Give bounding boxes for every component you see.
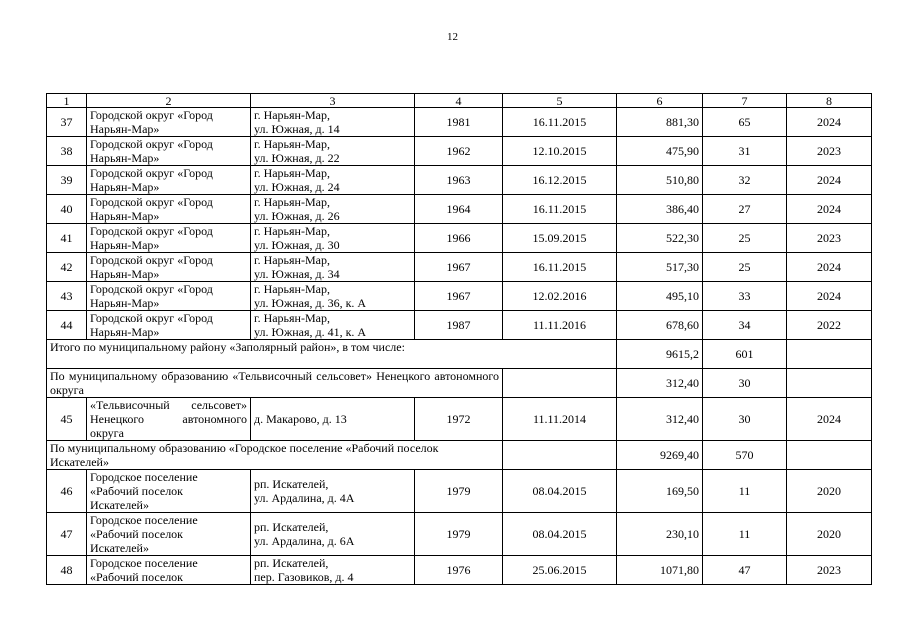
municipality-cell bbox=[87, 195, 251, 224]
date-cell: 12.02.2016 bbox=[503, 282, 617, 311]
row-number: 45 bbox=[47, 398, 87, 441]
municipality-line: Городской округ «Город bbox=[90, 137, 213, 151]
column-header: 2 bbox=[87, 94, 251, 108]
subtotal-iskateley-count: 570 bbox=[703, 441, 787, 470]
address-line: ул. Южная, д. 41, к. А bbox=[254, 325, 367, 339]
empty-cell bbox=[787, 441, 872, 470]
address-line: ул. Южная, д. 26 bbox=[254, 209, 340, 223]
municipality-cell bbox=[87, 253, 251, 282]
table-row bbox=[47, 195, 872, 224]
date-cell: 16.12.2015 bbox=[503, 166, 617, 195]
empty-cell bbox=[503, 369, 617, 398]
table-row bbox=[47, 224, 872, 253]
address-cell bbox=[251, 108, 415, 137]
column-header: 7 bbox=[703, 94, 787, 108]
address-cell bbox=[251, 253, 415, 282]
plan-cell: 2020 bbox=[787, 513, 872, 556]
subtotal-telvisochny-label: По муниципальному образованию «Тельвисочный сельсовет» Ненецкого автономного округа bbox=[47, 369, 503, 398]
total-district-count: 601 bbox=[703, 340, 787, 369]
table-row bbox=[47, 513, 872, 556]
address-line: г. Нарьян-Мар, bbox=[254, 166, 330, 180]
municipality-line: «Рабочий поселок bbox=[90, 484, 184, 498]
address-line: г. Нарьян-Мар, bbox=[254, 195, 330, 209]
municipality-line: Нарьян-Мар» bbox=[90, 325, 160, 339]
address-line: ул. Ардалина, д. 4А bbox=[254, 491, 355, 505]
municipality-cell bbox=[87, 108, 251, 137]
empty-cell bbox=[787, 340, 872, 369]
subtotal-telvisochny-count: 30 bbox=[703, 369, 787, 398]
municipality-cell bbox=[87, 224, 251, 253]
address-line: г. Нарьян-Мар, bbox=[254, 311, 330, 325]
plan-cell: 2024 bbox=[787, 166, 872, 195]
address-cell bbox=[251, 470, 415, 513]
address-line: г. Нарьян-Мар, bbox=[254, 253, 330, 267]
address-line: г. Нарьян-Мар, bbox=[254, 137, 330, 151]
address-line: ул. Южная, д. 22 bbox=[254, 151, 340, 165]
count-cell: 25 bbox=[703, 224, 787, 253]
column-header: 6 bbox=[617, 94, 703, 108]
address-line: ул. Южная, д. 14 bbox=[254, 122, 340, 136]
row-number: 43 bbox=[47, 282, 87, 311]
table-row bbox=[47, 108, 872, 137]
plan-cell: 2024 bbox=[787, 253, 872, 282]
total-district-row bbox=[47, 340, 872, 369]
area-cell: 881,30 bbox=[617, 108, 703, 137]
address-cell bbox=[251, 513, 415, 556]
table-row bbox=[47, 137, 872, 166]
row-number: 46 bbox=[47, 470, 87, 513]
area-cell: 1071,80 bbox=[617, 556, 703, 585]
table-row bbox=[47, 398, 872, 441]
year-cell: 1972 bbox=[415, 398, 503, 441]
count-cell: 32 bbox=[703, 166, 787, 195]
municipality-cell bbox=[87, 513, 251, 556]
year-cell: 1966 bbox=[415, 224, 503, 253]
year-cell: 1979 bbox=[415, 470, 503, 513]
plan-cell: 2024 bbox=[787, 195, 872, 224]
municipality-cell bbox=[87, 470, 251, 513]
plan-cell: 2024 bbox=[787, 282, 872, 311]
count-cell: 47 bbox=[703, 556, 787, 585]
column-header: 4 bbox=[415, 94, 503, 108]
area-cell: 517,30 bbox=[617, 253, 703, 282]
count-cell: 11 bbox=[703, 470, 787, 513]
table-row bbox=[47, 282, 872, 311]
date-cell: 25.06.2015 bbox=[503, 556, 617, 585]
year-cell: 1963 bbox=[415, 166, 503, 195]
count-cell: 31 bbox=[703, 137, 787, 166]
plan-cell: 2023 bbox=[787, 556, 872, 585]
address-line: ул. Южная, д. 36, к. А bbox=[254, 296, 367, 310]
plan-cell: 2024 bbox=[787, 108, 872, 137]
table-row bbox=[47, 556, 872, 585]
date-cell: 11.11.2014 bbox=[503, 398, 617, 441]
municipality-line: Нарьян-Мар» bbox=[90, 267, 160, 281]
municipality-cell bbox=[87, 166, 251, 195]
row-number: 44 bbox=[47, 311, 87, 340]
row-number: 37 bbox=[47, 108, 87, 137]
municipality-cell bbox=[87, 556, 251, 585]
municipality-line: «Рабочий поселок bbox=[90, 570, 184, 584]
plan-cell: 2023 bbox=[787, 224, 872, 253]
municipality-line: Городской округ «Город bbox=[90, 282, 213, 296]
table-row bbox=[47, 470, 872, 513]
total-district-label: Итого по муниципальному району «Заполярный район», в том числе: bbox=[47, 340, 617, 369]
year-cell: 1987 bbox=[415, 311, 503, 340]
address-line: г. Нарьян-Мар, bbox=[254, 224, 330, 238]
plan-cell: 2024 bbox=[787, 398, 872, 441]
address-line: ул. Ардалина, д. 6А bbox=[254, 534, 355, 548]
empty-cell bbox=[503, 441, 617, 470]
year-cell: 1962 bbox=[415, 137, 503, 166]
municipality-line: Нарьян-Мар» bbox=[90, 238, 160, 252]
row-number: 40 bbox=[47, 195, 87, 224]
date-cell: 16.11.2015 bbox=[503, 253, 617, 282]
subtotal-iskateley-area: 9269,40 bbox=[617, 441, 703, 470]
column-header: 3 bbox=[251, 94, 415, 108]
address-line: ул. Южная, д. 34 bbox=[254, 267, 340, 281]
address-cell: д. Макарово, д. 13 bbox=[251, 398, 415, 441]
plan-cell: 2023 bbox=[787, 137, 872, 166]
row-number: 38 bbox=[47, 137, 87, 166]
row-number: 41 bbox=[47, 224, 87, 253]
column-header: 1 bbox=[47, 94, 87, 108]
year-cell: 1979 bbox=[415, 513, 503, 556]
municipality-line: Городской округ «Город bbox=[90, 224, 213, 238]
municipality-line: Нарьян-Мар» bbox=[90, 296, 160, 310]
municipality-cell bbox=[87, 282, 251, 311]
address-cell bbox=[251, 282, 415, 311]
date-cell: 08.04.2015 bbox=[503, 470, 617, 513]
address-line: рп. Искателей, bbox=[254, 520, 329, 534]
date-cell: 15.09.2015 bbox=[503, 224, 617, 253]
address-line: ул. Южная, д. 24 bbox=[254, 180, 340, 194]
area-cell: 169,50 bbox=[617, 470, 703, 513]
municipality-line: Нарьян-Мар» bbox=[90, 122, 160, 136]
municipality-line: Нарьян-Мар» bbox=[90, 209, 160, 223]
column-header: 5 bbox=[503, 94, 617, 108]
address-cell bbox=[251, 195, 415, 224]
row-number: 39 bbox=[47, 166, 87, 195]
table-row bbox=[47, 166, 872, 195]
area-cell: 386,40 bbox=[617, 195, 703, 224]
address-line: г. Нарьян-Мар, bbox=[254, 108, 330, 122]
year-cell: 1964 bbox=[415, 195, 503, 224]
municipality-line: «Рабочий поселок bbox=[90, 527, 184, 541]
count-cell: 11 bbox=[703, 513, 787, 556]
empty-cell bbox=[787, 369, 872, 398]
area-cell: 522,30 bbox=[617, 224, 703, 253]
count-cell: 34 bbox=[703, 311, 787, 340]
area-cell: 495,10 bbox=[617, 282, 703, 311]
date-cell: 08.04.2015 bbox=[503, 513, 617, 556]
municipality-line: Городской округ «Город bbox=[90, 253, 213, 267]
municipality-line: Городское поселение bbox=[90, 556, 198, 570]
column-header: 8 bbox=[787, 94, 872, 108]
subtotal-telvisochny-area: 312,40 bbox=[617, 369, 703, 398]
row-number: 47 bbox=[47, 513, 87, 556]
housing-register-table bbox=[46, 93, 872, 585]
subtotal-iskateley-row bbox=[47, 441, 872, 470]
count-cell: 65 bbox=[703, 108, 787, 137]
address-cell bbox=[251, 166, 415, 195]
total-district-area: 9615,2 bbox=[617, 340, 703, 369]
table-row bbox=[47, 311, 872, 340]
municipality-cell bbox=[87, 137, 251, 166]
date-cell: 16.11.2015 bbox=[503, 108, 617, 137]
municipality-line: Городское поселение bbox=[90, 513, 198, 527]
address-line: г. Нарьян-Мар, bbox=[254, 282, 330, 296]
year-cell: 1967 bbox=[415, 282, 503, 311]
municipality-line: Нарьян-Мар» bbox=[90, 180, 160, 194]
address-cell bbox=[251, 137, 415, 166]
date-cell: 11.11.2016 bbox=[503, 311, 617, 340]
address-cell bbox=[251, 311, 415, 340]
area-cell: 312,40 bbox=[617, 398, 703, 441]
area-cell: 510,80 bbox=[617, 166, 703, 195]
municipality-line: Нарьян-Мар» bbox=[90, 151, 160, 165]
address-line: рп. Искателей, bbox=[254, 477, 329, 491]
count-cell: 25 bbox=[703, 253, 787, 282]
area-cell: 678,60 bbox=[617, 311, 703, 340]
row-number: 42 bbox=[47, 253, 87, 282]
date-cell: 12.10.2015 bbox=[503, 137, 617, 166]
address-cell bbox=[251, 556, 415, 585]
municipality-line: Городской округ «Город bbox=[90, 195, 213, 209]
municipality-line: Городское поселение bbox=[90, 470, 198, 484]
address-line: рп. Искателей, bbox=[254, 556, 329, 570]
column-number-row bbox=[47, 94, 872, 108]
municipality-line: Искателей» bbox=[90, 541, 149, 555]
municipality-cell: «Тельвисочный сельсовет» Ненецкого автономного округа bbox=[87, 398, 251, 441]
table-row bbox=[47, 253, 872, 282]
address-cell bbox=[251, 224, 415, 253]
count-cell: 33 bbox=[703, 282, 787, 311]
municipality-line: Городской округ «Город bbox=[90, 108, 213, 122]
subtotal-iskateley-label: По муниципальному образованию «Городское поселение «Рабочий поселок Искателей» bbox=[47, 441, 503, 470]
plan-cell: 2022 bbox=[787, 311, 872, 340]
page-number: 12 bbox=[447, 31, 458, 43]
year-cell: 1967 bbox=[415, 253, 503, 282]
address-line: пер. Газовиков, д. 4 bbox=[254, 570, 354, 584]
area-cell: 230,10 bbox=[617, 513, 703, 556]
count-cell: 30 bbox=[703, 398, 787, 441]
municipality-line: Городской округ «Город bbox=[90, 311, 213, 325]
plan-cell: 2020 bbox=[787, 470, 872, 513]
subtotal-telvisochny-row bbox=[47, 369, 872, 398]
municipality-line: Искателей» bbox=[90, 498, 149, 512]
municipality-line: Городской округ «Город bbox=[90, 166, 213, 180]
area-cell: 475,90 bbox=[617, 137, 703, 166]
row-number: 48 bbox=[47, 556, 87, 585]
address-line: ул. Южная, д. 30 bbox=[254, 238, 340, 252]
municipality-cell bbox=[87, 311, 251, 340]
date-cell: 16.11.2015 bbox=[503, 195, 617, 224]
year-cell: 1981 bbox=[415, 108, 503, 137]
count-cell: 27 bbox=[703, 195, 787, 224]
year-cell: 1976 bbox=[415, 556, 503, 585]
